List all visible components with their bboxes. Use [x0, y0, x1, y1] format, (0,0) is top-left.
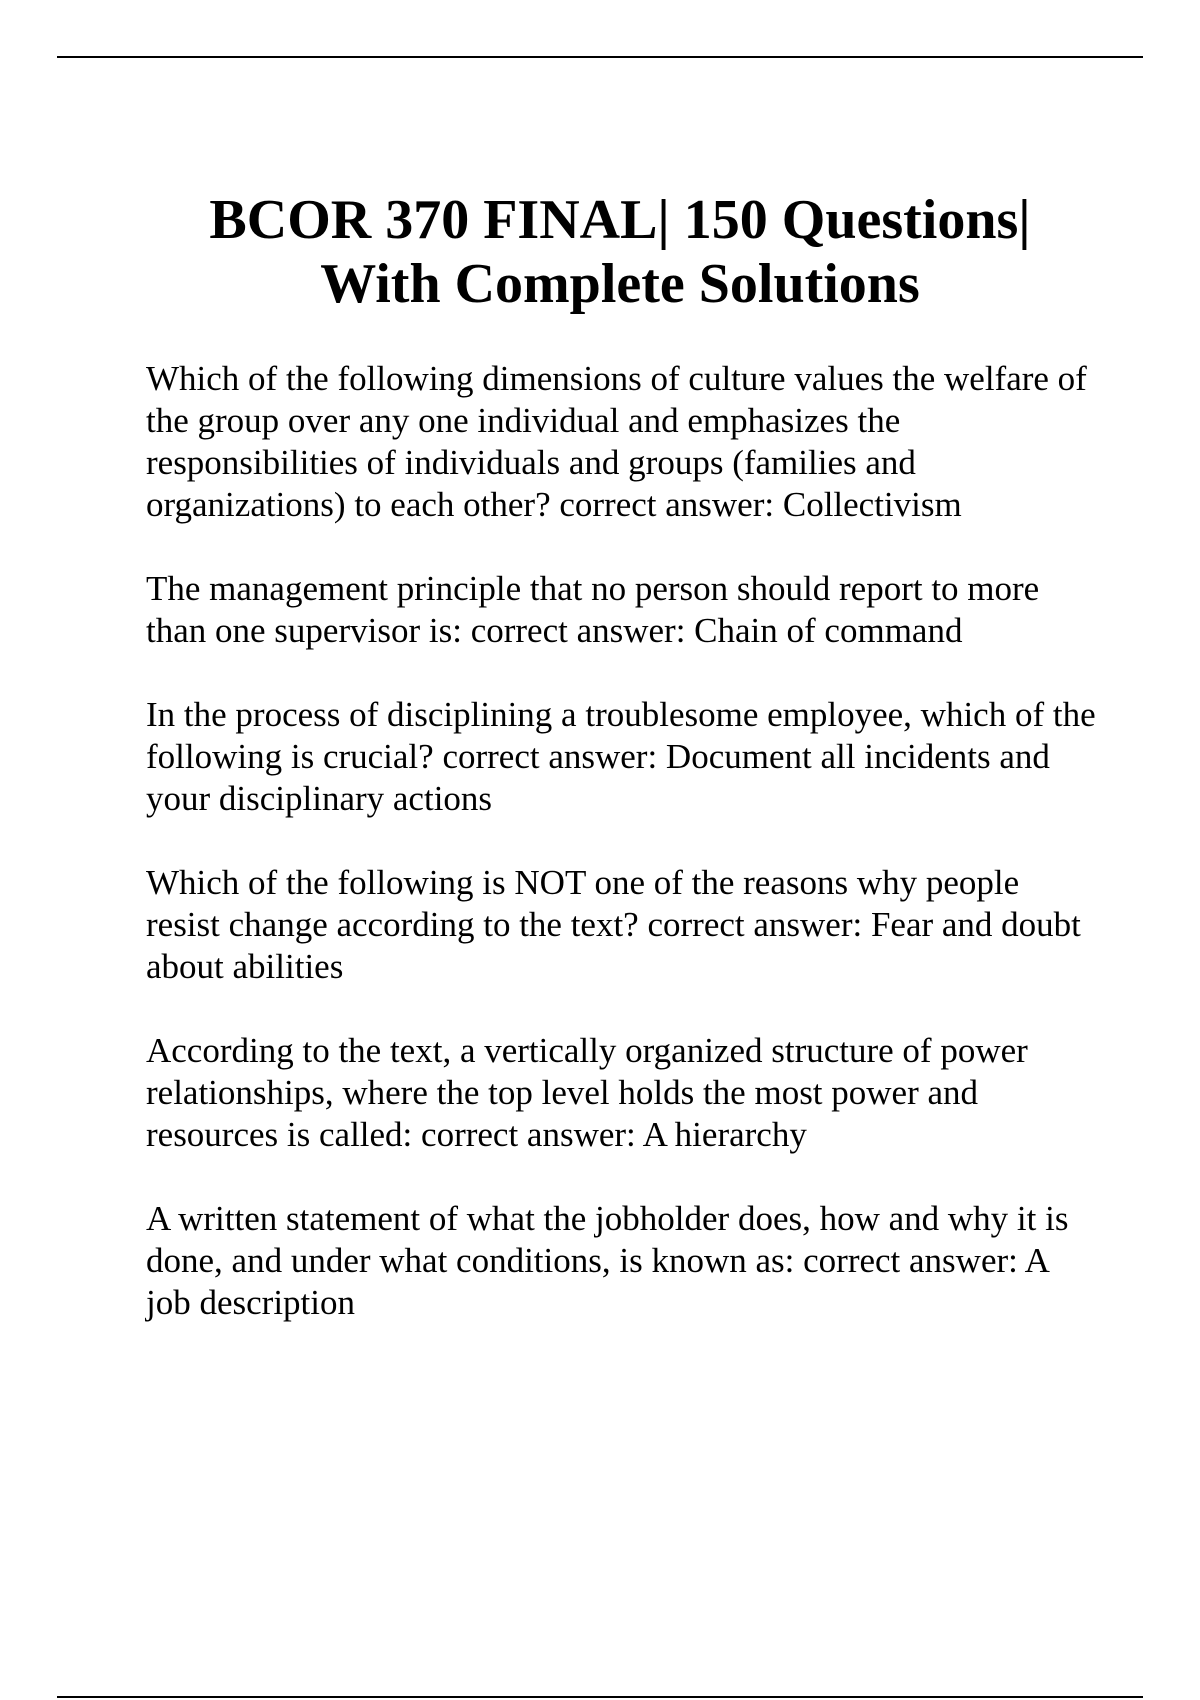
answer-text: correct answer: Collectivism: [559, 485, 962, 524]
question-text: According to the text, a vertically organized structure of power relationships, where the top level holds the most power and resources is called:: [146, 1031, 1028, 1154]
question-list: [146, 358, 1096, 1366]
question-item: [146, 862, 1096, 988]
title-line-2: With Complete Solutions: [320, 253, 920, 315]
top-divider: [57, 56, 1143, 58]
page-title: [100, 188, 1140, 316]
question-item: [146, 1030, 1096, 1156]
title-line-1: BCOR 370 FINAL| 150 Questions|: [209, 189, 1031, 251]
question-item: [146, 694, 1096, 820]
question-item: [146, 1198, 1096, 1324]
question-text: The management principle that no person should report to more than one supervisor is:: [146, 569, 1040, 650]
bottom-divider: [57, 1696, 1143, 1698]
question-text: A written statement of what the jobholder does, how and why it is done, and under what conditions, is known as:: [146, 1199, 1069, 1280]
question-text: In the process of disciplining a troublesome employee, which of the following is crucial?: [146, 695, 1096, 776]
question-item: [146, 358, 1096, 526]
answer-text: correct answer: A job description: [146, 1241, 1049, 1322]
question-text: Which of the following dimensions of culture values the welfare of the group over any one individual and emphasizes the responsibilities of individuals and groups (families and organizations) to each other?: [146, 359, 1087, 524]
answer-text: correct answer: Chain of command: [470, 611, 963, 650]
answer-text: correct answer: Document all incidents and your disciplinary actions: [146, 737, 1050, 818]
answer-text: correct answer: Fear and doubt about abilities: [146, 905, 1081, 986]
question-text: Which of the following is NOT one of the reasons why people resist change according to the text?: [146, 863, 1020, 944]
question-item: [146, 568, 1096, 652]
answer-text: correct answer: A hierarchy: [421, 1115, 807, 1154]
